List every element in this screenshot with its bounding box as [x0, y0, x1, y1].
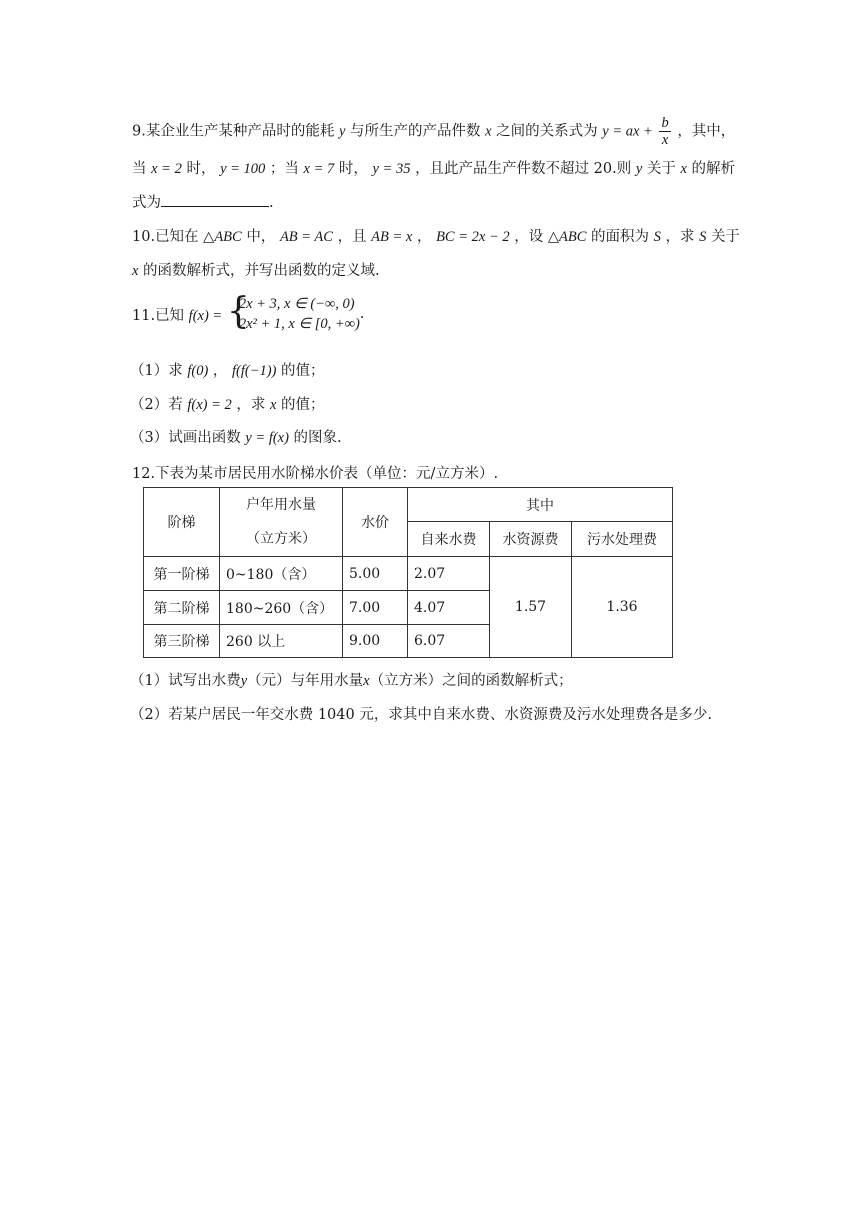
cell-usage: 0~180（含）	[220, 557, 343, 591]
formula: BC = 2x − 2	[436, 229, 510, 245]
text: 时，	[186, 161, 216, 177]
cell-sewage-fee: 1.36	[572, 557, 673, 658]
text: （元）与年用水量	[247, 673, 364, 689]
cell-price: 7.00	[343, 591, 408, 625]
formula: △ABC	[203, 229, 242, 245]
q11-part3	[130, 426, 342, 447]
q9-line1	[132, 115, 735, 148]
text: ，求	[665, 229, 695, 245]
text: 时，	[338, 161, 368, 177]
q11-part2	[130, 393, 325, 414]
table-row	[144, 557, 673, 591]
math-var: x	[132, 263, 139, 279]
formula: △ABC	[547, 229, 587, 245]
text: ，且	[337, 229, 367, 245]
cell-tap: 6.07	[408, 625, 490, 658]
cell-tier: 第一阶梯	[144, 557, 220, 591]
formula: y = f(x)	[245, 430, 289, 446]
formula: f(x) =	[188, 307, 223, 324]
text: ，其中，	[677, 123, 736, 140]
case-row: 2x² + 1, x ∈ [0, +∞)	[238, 316, 360, 332]
formula: y = 100	[220, 161, 266, 177]
text: ，且此产品生产件数不超过 20.则	[415, 161, 632, 177]
q10-line1	[132, 225, 740, 246]
header-price: 水价	[343, 488, 408, 557]
text: （2）若	[130, 397, 183, 413]
math-var: y	[635, 161, 643, 177]
formula: x = 2	[151, 161, 182, 177]
fraction-denominator: x	[661, 132, 669, 148]
math-var: S	[699, 229, 707, 245]
text: 的值；	[281, 363, 325, 379]
cell-tier: 第三阶梯	[144, 625, 220, 658]
text: ；当	[269, 161, 299, 177]
q9-line2	[132, 157, 735, 178]
cell-price: 5.00	[343, 557, 408, 591]
text: 的图象.	[293, 430, 342, 446]
header-sewage: 污水处理费	[572, 522, 673, 557]
cell-usage: 180~260（含）	[220, 591, 343, 625]
text: 的解析	[691, 161, 736, 177]
math-var: x	[363, 673, 370, 689]
text: .	[359, 306, 365, 322]
text: 某企业生产某种产品时的能耗	[145, 123, 335, 140]
piecewise-function	[226, 291, 360, 334]
math-var: S	[653, 229, 661, 245]
header-usage	[220, 488, 343, 557]
q11-number: 11.	[132, 307, 156, 324]
q12-part2: （2）若某户居民一年交水费 1040 元，求其中自来水费、水资源费及污水处理费各是多少.	[130, 707, 712, 723]
cell-tap: 4.07	[408, 591, 490, 625]
formula: f(x) = 2	[187, 397, 232, 413]
formula: f(0)	[187, 363, 209, 379]
fraction-numerator: b	[661, 115, 669, 131]
formula: x = 7	[303, 161, 335, 177]
text: .	[269, 195, 274, 211]
fraction	[659, 115, 670, 148]
cell-tap: 2.07	[408, 557, 490, 591]
text: 的函数解析式，并写出函数的定义域.	[143, 263, 380, 279]
math-var: x	[680, 161, 687, 177]
text: ，设	[514, 229, 544, 245]
text: 的面积为	[591, 229, 649, 245]
text: （立方米）之间的函数解析式；	[369, 673, 573, 689]
cell-price: 9.00	[343, 625, 408, 658]
math-var: y	[240, 673, 248, 689]
text: 式为	[132, 195, 161, 211]
text: 关于	[710, 229, 740, 245]
text: ，	[416, 229, 432, 245]
text: 已知	[155, 307, 185, 324]
text: （3）试画出函数	[130, 430, 241, 446]
math-var: y	[338, 123, 346, 140]
formula: y = ax +	[602, 123, 653, 140]
text: ，求	[236, 397, 266, 413]
formula: f(f(−1))	[232, 363, 277, 379]
header-group: 其中	[408, 488, 673, 522]
cell-usage: 260 以上	[220, 625, 343, 658]
text: 的值；	[281, 397, 325, 413]
q11-part1	[130, 359, 325, 380]
brace-symbol: {	[226, 291, 250, 332]
q9-number: 9.	[132, 123, 146, 140]
text: 与所生产的产品件数	[350, 123, 481, 140]
header-usage-line2: （立方米）	[246, 531, 316, 547]
text: 已知在	[155, 229, 199, 245]
header-resource: 水资源费	[490, 522, 572, 557]
header-tier: 阶梯	[144, 488, 220, 557]
header-usage-line1: 户年用水量	[246, 497, 316, 513]
text: （1）求	[130, 363, 183, 379]
text: 关于	[646, 161, 676, 177]
case-row: 2x + 3, x ∈ (−∞, 0)	[238, 296, 355, 312]
math-var: x	[269, 397, 277, 413]
text: 之间的关系式为	[496, 123, 598, 140]
q12-part1	[130, 669, 573, 690]
formula: AB = x	[371, 229, 413, 245]
math-var: x	[485, 123, 492, 140]
q10-number: 10.	[132, 229, 156, 245]
formula: AB = AC	[279, 229, 333, 245]
text: 中，	[246, 229, 276, 245]
header-tap: 自来水费	[408, 522, 490, 557]
text: ，	[212, 363, 228, 379]
table-header-row	[144, 488, 673, 522]
q11-prefix	[132, 304, 222, 325]
q10-line2	[132, 259, 380, 280]
q9-line3	[132, 191, 274, 212]
answer-blank	[161, 192, 269, 207]
cell-tier: 第二阶梯	[144, 591, 220, 625]
water-price-table	[143, 487, 673, 658]
text: （1）试写出水费	[130, 673, 241, 689]
q12-intro: 12.下表为某市居民用水阶梯水价表（单位：元/立方米）.	[132, 466, 499, 482]
formula: y = 35	[372, 161, 411, 177]
q11-line1	[132, 291, 365, 334]
cell-resource-fee: 1.57	[490, 557, 572, 658]
text: 当	[132, 161, 147, 177]
